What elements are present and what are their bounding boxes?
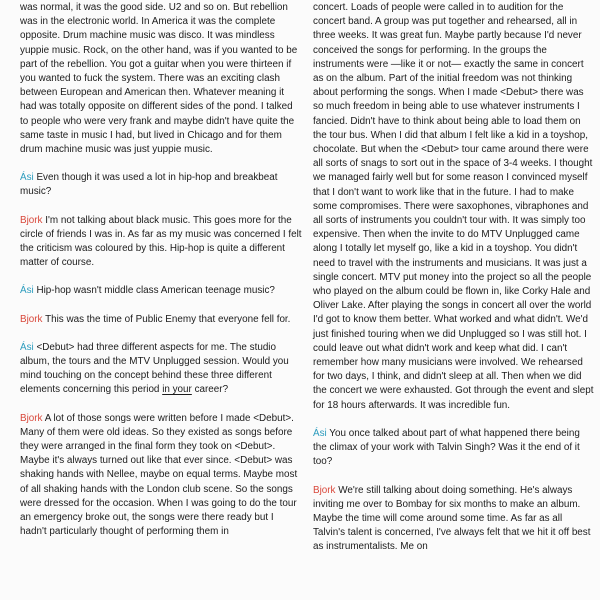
- paragraph: [313, 427, 595, 470]
- paragraph: [20, 341, 302, 398]
- paragraph: [20, 214, 302, 271]
- paragraph-text: Even though it was used a lot in hip-hop and breakbeat music?: [20, 172, 278, 198]
- right-column: [313, 1, 595, 555]
- paragraph: [20, 171, 302, 199]
- paragraph: [313, 1, 595, 413]
- paragraph-text: We're still talking about doing something. He's always inviting me over to Bombay for six months to make an album. Maybe the time will come around some time. As far as all Talvin's talent is concerned, I've always felt that we hit it off best as instrumentalists. Me on: [313, 484, 591, 553]
- speaker-label-bjork: Bjork: [20, 313, 43, 325]
- speaker-label-asi: Ási: [20, 172, 34, 184]
- speaker-label-bjork: Bjork: [20, 214, 43, 226]
- paragraph: [20, 412, 302, 540]
- speaker-label-asi: Ási: [20, 285, 34, 297]
- paragraph-text: <Debut> had three different aspects for me. The studio album, the tours and the MTV Unplugged session. Would you mind touching on the concept behind these three different elements concerning this period: [20, 341, 289, 396]
- left-column: [20, 1, 302, 540]
- paragraph: [313, 484, 595, 555]
- speaker-label-asi: Ási: [20, 341, 34, 353]
- paragraph: [20, 1, 302, 157]
- paragraph: [20, 284, 302, 298]
- paragraph-text: This was the time of Public Enemy that everyone fell for.: [45, 313, 291, 325]
- paragraph-text: You once talked about part of what happened there being the climax of your work with Talvin Singh? Was it the end of it too?: [313, 427, 580, 468]
- paragraph-text: I'm not talking about black music. This goes more for the circle of friends I was in. As far as my music was concerned I felt the criticism was coloured by this. Hip-hop is quite a different matter of course.: [20, 214, 302, 269]
- paragraph-text: A lot of those songs were written before I made <Debut>. Many of them were old ideas. So they existed as songs before they were arranged in the final form they took on <Debut>. Maybe it's always turned out like that ever since. <Debut> was shaking hands with Nellee, maybe on equal terms. Maybe most of all shaking hands with the London club scene. So the songs were dressed for the occasion. When I was going to do the tour an emergency broke out, the songs were there ready but I hadn't particularly thought of performing them in: [20, 412, 298, 538]
- paragraph: [20, 313, 302, 327]
- speaker-label-bjork: Bjork: [20, 412, 43, 424]
- paragraph-text-end: career?: [194, 384, 229, 396]
- paragraph-text: concert. Loads of people were called in to audition for the concert band. A group was put together and rehearsed, all in three weeks. It was great fun. Maybe partly because I'd never conceived the songs for performing. In the groups the instruments were —like it or not— exactly the same in concert as on the album. Part of the initial freedom was not thinking about performing the songs. When I made <Debut> there was so much freedom in being able to use whatever instruments I fancied. Didn't have to think about being able to load them on the tour bus. When I did that album I felt like a kid in a toyshop, chocolate. But when the <Debut> tour came around there were all sorts of snags to sort out in the space of 3-4 weeks. I thought we managed fairly well but for some reason I convinced myself that I don't want to work like that in the future. I had to make some compromises. There were saxophones, vibraphones and all sorts of instruments you couldn't tour with. It was simply too expensive. Then when the invite to do MTV Unplugged came along I totally let myself go, like a kid in a toyshop. You didn't need to travel with the instruments and musicians. It was just a single concert. MTV put money into the project so all the people who played on the album could be flown in, like Corky Hale and Oliver Lake. After playing the songs in concert all over the world I'd got to know them better. What worked and what didn't. We'd just finished touring when we did Unplugged so I was still hot. I could leave out what didn't work and keep what did. I can't remember how many musicians were involved. We rehearsed for two days, I think, and didn't sleep at all. Then when we did the concert we were exhausted. Got through the event and slept for 18 hours afterwards. It was incredible fun.: [313, 2, 594, 411]
- paragraph-text: Hip-hop wasn't middle class American teenage music?: [36, 285, 275, 297]
- paragraph-text: was normal, it was the good side. U2 and so on. But rebellion was in the electronic world. In America it was the complete opposite. Drum machine music was disco. It was mindless yuppie music. Rock, on the other hand, was if you wanted to be part of the rebellion. You got a guitar when you were thirteen if you wanted to fuck the system. There was an exciting clash between European and American then. Whatever meaning it had was totally opposite on different sides of the pond. I talked to people who were very frank and maybe didn't have quite the same taste in music I had, but lived in Chicago and for them drum machine music was just yuppie music.: [20, 2, 298, 156]
- speaker-label-bjork: Bjork: [313, 484, 336, 496]
- underlined-phrase: in your: [162, 384, 192, 396]
- speaker-label-asi: Ási: [313, 427, 327, 439]
